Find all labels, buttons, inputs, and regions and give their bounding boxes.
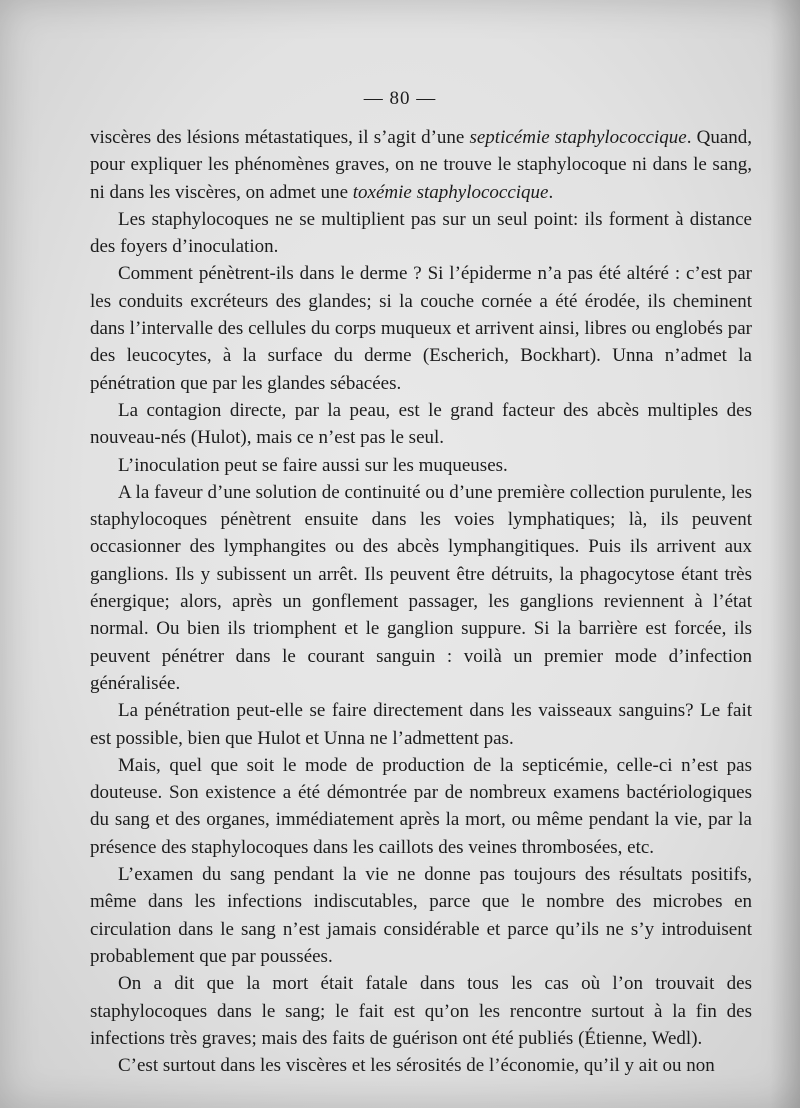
paragraph-9: L’examen du sang pendant la vie ne donne pas toujours des résultats positifs, même dans les infections indiscutables, parce que le nombre des microbes en circulation dans le sang n’est jamais considérable et parce qu’ils ne s’y introduisent probablement que par poussées. [90,864,752,967]
page-number: — 80 — [363,88,437,109]
paragraph-2: Les staphylocoques ne se multiplient pas sur un seul point: ils forment à distance des foyers d’inoculation. [90,208,752,258]
paragraph-11: C’est surtout dans les viscères et les sérosités de l’économie, qu’il y ait ou non [118,1055,715,1077]
paragraph-6: A la faveur d’une solution de continuité ou d’une première collection purulente, les staphylocoques pénètrent ensuite dans les voies lymphatiques; là, ils peuvent occasionner des lymphangites ou des abcès lymphangitiques. Puis ils arrivent aux ganglions. Ils y subissent un arrêt. Ils peuvent être détruits, la phagocytose étant très énergique; alors, après un gonflement passager, les ganglions reviennent à l’état normal. Ou bien ils triomphent et le ganglion suppure. Si la barrière est forcée, ils peuvent pénétrer dans le courant sanguin : voilà un premier mode d’infection généralisée. [90,481,752,694]
paragraph-4: La contagion directe, par la peau, est le grand facteur des abcès multiples des nouveau-nés (Hulot), mais ce n’est pas le seul. [90,399,752,449]
paragraph-1 [90,124,752,206]
paragraph-3: Comment pénètrent-ils dans le derme ? Si l’épiderme n’a pas été altéré : c’est par les conduits excréteurs des glandes; si la couche cornée a été érodée, ils cheminent dans l’intervalle des cellules du corps muqueux et arrivent ainsi, libres ou englobés par des leucocytes, à la surface du derme (Escherich, Bockhart). Unna n’admet la pénétration que par les glandes sébacées. [90,263,752,394]
paragraph-1-text-e: . [548,181,554,203]
body-text [90,124,752,1079]
paragraph-8: Mais, quel que soit le mode de production de la septicémie, celle-ci n’est pas douteuse. Son existence a été démontrée par de nombreux examens bactériologiques du sang et des organes, immédiatement après la mort, ou même pendant la vie, par la présence des staphylocoques dans les caillots des veines thrombosées, etc. [90,754,752,858]
paragraph-10: On a dit que la mort était fatale dans tous les cas où l’on trouvait des staphylocoques dans le sang; le fait est qu’on les rencontre surtout à la fin des infections très graves; mais des faits de guérison ont été publiés (Étienne, Wedl). [90,973,752,1049]
page-edge-shadow [770,0,800,1108]
italic-term-toxemie: toxémie staphylococcique [352,181,549,203]
paragraph-5: L’inoculation peut se faire aussi sur les muqueuses. [118,454,508,476]
paragraph-1-text-c: . Quand, pour expliquer les phénomènes graves, on ne trouve le staphylocoque ni dans le sang, ni dans les viscères, on admet une [90,127,752,203]
paragraph-7: La pénétration peut-elle se faire directement dans les vaisseaux sanguins? Le fait est possible, bien que Hulot et Unna ne l’admettent pas. [90,700,752,749]
paragraph-1-text-a: viscères des lésions métastatiques, il s’agit d’une [90,127,470,148]
italic-term-septicemie: septicémie staphylococcique [469,127,687,148]
